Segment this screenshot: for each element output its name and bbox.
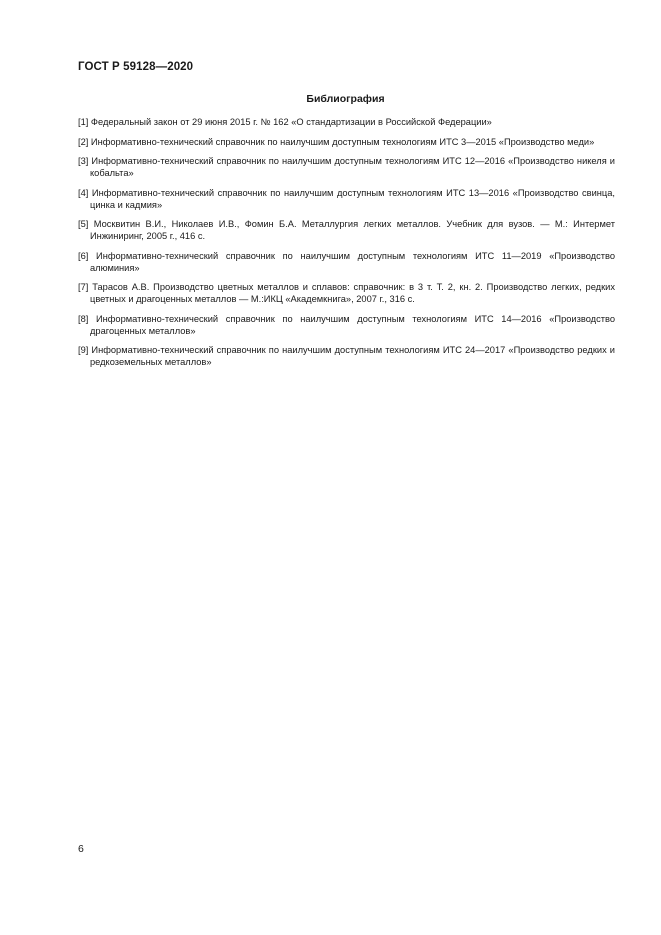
bibliography-entry: [7] Тарасов А.В. Производство цветных металлов и сплавов: справочник: в 3 т. Т. 2, кн. 2. Производство легких, редких цветных и драгоценных металлов — М.:ИКЦ «Академкнига», 2007 г., 316 с. [78, 282, 615, 304]
bibliography-entry: [9] Информативно-технический справочник по наилучшим доступным технологиям ИТС 24—2017 «Производство редких и редкоземельных металлов» [78, 345, 615, 367]
document-code: ГОСТ Р 59128—2020 [78, 61, 194, 73]
page-number: 6 [78, 843, 84, 855]
bibliography-entry: [4] Информативно-технический справочник по наилучшим доступным технологиям ИТС 13—2016 «Производство свинца, цинка и кадмия» [78, 187, 615, 210]
bibliography-entry: [1] Федеральный закон от 29 июня 2015 г. № 162 «О стандартизации в Российской Федерации» [78, 117, 492, 127]
bibliography-entry: [5] Москвитин В.И., Николаев И.В., Фомин Б.А. Металлургия легких металлов. Учебник для вузов. — М.: Интермет Инжиниринг, 2005 г., 416 с. [78, 219, 615, 241]
bibliography-entry: [2] Информативно-технический справочник по наилучшим доступным технологиям ИТС 3—2015 «Производство меди» [78, 136, 595, 147]
bibliography-entry: [8] Информативно-технический справочник по наилучшим доступным технологиям ИТС 14—2016 «Производство драгоценных металлов» [78, 313, 615, 336]
bibliography-list [78, 116, 615, 376]
bibliography-heading: Библиография [306, 93, 385, 105]
bibliography-entry: [3] Информативно-технический справочник по наилучшим доступным технологиям ИТС 12—2016 «Производство никеля и кобальта» [78, 156, 615, 178]
bibliography-entry: [6] Информативно-технический справочник по наилучшим доступным технологиям ИТС 11—2019 «Производство алюминия» [78, 250, 615, 273]
